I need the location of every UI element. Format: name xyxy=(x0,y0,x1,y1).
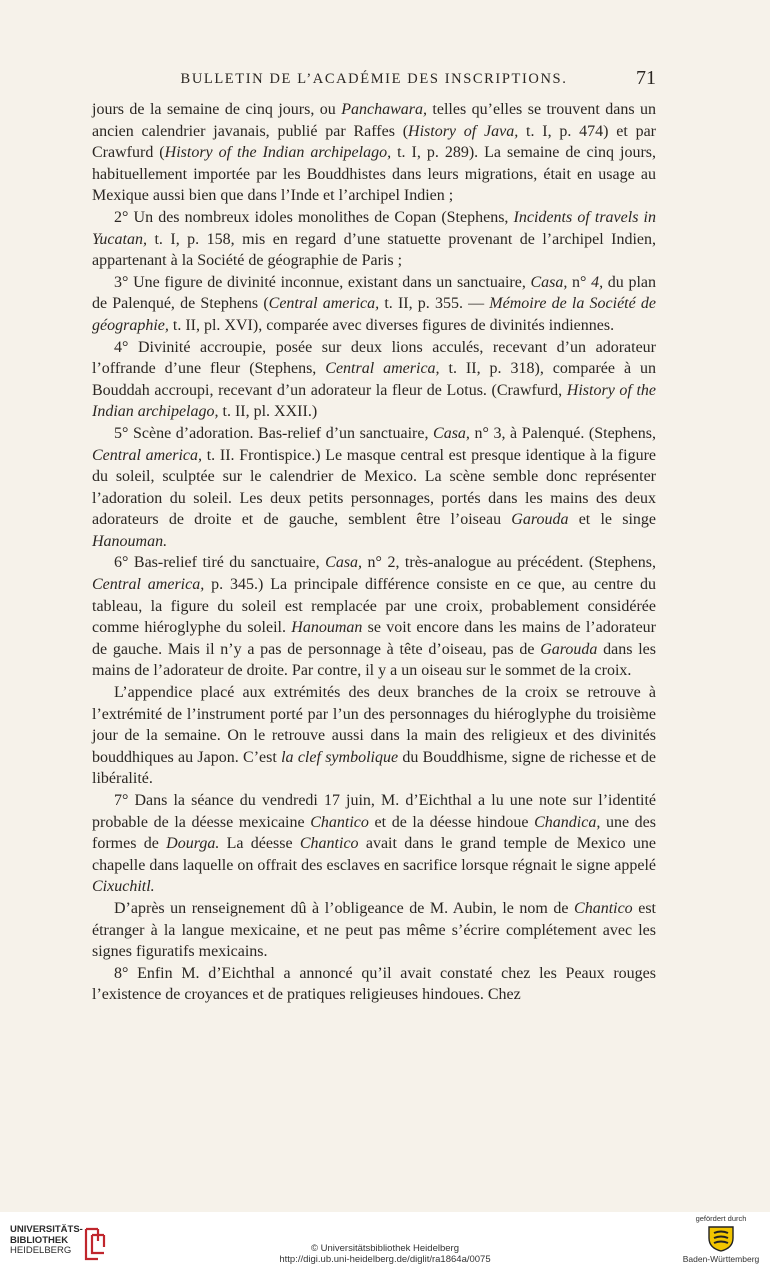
copyright-text: © Universitätsbibliothek Heidelberg xyxy=(311,1243,459,1254)
state-name: Baden-Württemberg xyxy=(682,1254,760,1264)
library-name-line-1: UNIVERSITÄTS- xyxy=(10,1224,83,1235)
text-run: t. I, p. 474) et par Crawfurd ( xyxy=(92,122,657,162)
text-run: se voit encore dans les mains de l’adorateur de gauche. Mais il n’y a pas de personnage à tête d’oiseau, pas de xyxy=(92,619,656,658)
italic-text: Garouda xyxy=(511,511,569,529)
text-run: 8° Enfin M. d’Eichthal a annoncé qu’il avait constaté chez les Peaux rouges l’existence de croyances et de pratiques religieuses hindoues. Chez xyxy=(92,964,656,1004)
italic-text: History of Java, xyxy=(408,122,519,140)
paragraph xyxy=(92,552,656,682)
running-header xyxy=(92,67,656,95)
text-run: telles qu’elles se trouvent dans un ancien calendrier javanais, publié par Raffes ( xyxy=(92,101,657,140)
paragraph xyxy=(92,963,656,1006)
text-run: n° xyxy=(567,273,592,291)
text-run: 6° Bas-relief tiré du sanctuaire, xyxy=(114,554,326,572)
paragraph xyxy=(92,790,656,898)
italic-text: Hanouman. xyxy=(92,532,168,550)
italic-text: Incidents of travels in Yucatan, xyxy=(92,208,656,248)
text-run: 7° Dans la séance du vendredi 17 juin, M. d’Eichthal a lu une note sur l’identité probable de la déesse mexicaine xyxy=(92,792,656,831)
italic-text: Cixuchitl. xyxy=(92,878,155,896)
text-run: une des formes de xyxy=(92,813,657,853)
library-name-line-2: BIBLIOTHEK xyxy=(10,1234,69,1246)
paragraph xyxy=(92,337,656,423)
text-run: t. I, p. 289). La semaine de cinq jours, habituellement importée par les Bouddhistes dans leurs migrations, était en usage au Mexique aussi bien que dans l’Inde et l’archipel Indien ; xyxy=(92,144,657,205)
italic-text: Chantico xyxy=(574,899,633,917)
text-run: est étranger à la langue mexicaine, et ne peut pas même s’écrire complétement avec les signes figuratifs mexicains. xyxy=(92,899,656,961)
text-run: t. II, p. 355. — xyxy=(379,295,490,313)
italic-text: Casa, xyxy=(325,554,363,572)
text-run: p. 345.) La principale différence consiste en ce que, au centre du tableau, la figure du soleil est remplacée par une croix, probablement considérée comme hiéroglyphe du soleil. xyxy=(92,576,656,637)
copyright-notice xyxy=(0,1244,770,1265)
text-run: n° 2, très-analogue au précédent. (Stephens, xyxy=(362,554,656,572)
text-run: du plan de Palenqué, de Stephens ( xyxy=(92,273,656,313)
running-header-title: BULLETIN DE L’ACADÉMIE DES INSCRIPTIONS. xyxy=(180,71,568,87)
italic-text: History of the Indian archipelago, xyxy=(164,144,392,162)
page-number: 71 xyxy=(636,67,656,89)
body-text xyxy=(92,99,656,1006)
footer xyxy=(0,1212,770,1267)
italic-text: Hanouman xyxy=(291,619,363,637)
italic-text: Central america, xyxy=(325,360,440,378)
text-run: L’appendice placé aux extrémités des deux branches de la croix se retrouve à l’extrémité de l’instrument porté par l’un des personnages du hiéroglyphe du troisième jour de la semaine. On le retrouve aussi dans la main des religieux et des divinités bouddhiques au Japon. C’est xyxy=(92,684,656,766)
text-run: et de la déesse hindoue xyxy=(368,813,535,831)
italic-text: Dourga. xyxy=(166,835,220,853)
paragraph xyxy=(92,99,656,207)
italic-text: Garouda xyxy=(540,640,598,658)
text-run: 3° Une figure de divinité inconnue, existant dans un sanctuaire, xyxy=(114,273,531,291)
funding-logo[interactable] xyxy=(682,1214,760,1266)
coat-of-arms-icon xyxy=(706,1224,736,1252)
text-run: t. II, p. 318), comparée à un Bouddah accroupi, recevant d’un adorateur la fleur de Lotus. (Crawfurd, xyxy=(92,360,657,399)
italic-text: Central america, xyxy=(92,446,203,464)
text-run: n° 3, à Palenqué. (Stephens, xyxy=(469,424,657,442)
italic-text: Chandica, xyxy=(534,813,601,831)
text-run: avait dans le grand temple de Mexico une chapelle dans laquelle on offrait des esclaves en sacrifice lorsque régnait le signe appelé xyxy=(92,835,656,874)
paragraph xyxy=(92,898,656,963)
text-run: La déesse xyxy=(219,835,300,853)
italic-text: Casa, xyxy=(530,273,568,291)
italic-text: Mémoire de la Société de géographie, xyxy=(92,295,656,334)
paragraph xyxy=(92,272,656,337)
paragraph xyxy=(92,207,656,272)
italic-text: Central america, xyxy=(268,295,380,313)
text-run: 4° Divinité accroupie, posée sur deux lions acculés, recevant d’un adorateur l’offrande d’une fleur (Stephens, xyxy=(92,338,656,378)
italic-text: la clef symbolique xyxy=(281,748,399,766)
library-name-line-3: HEIDELBERG xyxy=(10,1245,72,1256)
italic-text: Casa, xyxy=(433,424,470,442)
text-run: dans les mains de l’adorateur de droite. Par contre, il y a un oiseau sur le sommet de la croix. xyxy=(92,640,657,680)
text-run: jours de la semaine de cinq jours, ou xyxy=(92,101,342,118)
italic-text: Chantico xyxy=(299,835,359,853)
italic-text: History of the Indian archipelago, xyxy=(92,381,657,421)
italic-text: Central america, xyxy=(92,576,205,594)
italic-text: Chantico xyxy=(310,813,369,831)
text-run: t. II. Frontispice.) Le masque central est presque identique à la figure du soleil, sculptée sur le calendrier de Mexico. La scène semble donc représenter l’adoration du soleil. Les deux petits personnages, portés dans les mains des deux adorateurs de droite et de gauche, semblent être l’oiseau xyxy=(92,446,656,529)
italic-text: 4, xyxy=(591,273,604,291)
italic-text: Panchawara, xyxy=(341,101,427,118)
paragraph xyxy=(92,423,656,553)
permalink-url[interactable]: http://digi.ub.uni-heidelberg.de/diglit/ra1864a/0075 xyxy=(279,1253,491,1265)
text-run: 2° Un des nombreux idoles monolithes de Copan (Stephens, xyxy=(114,208,514,226)
text-run: D’après un renseignement dû à l’obligeance de M. Aubin, le nom de xyxy=(114,899,575,917)
text-run: et le singe xyxy=(568,511,656,529)
text-run: du Bouddhisme, signe de richesse et de libéralité. xyxy=(92,748,656,788)
paragraph xyxy=(92,682,656,790)
text-run: t. II, pl. XXII.) xyxy=(218,403,318,421)
text-run: t. II, pl. XVI), comparée avec diverses figures de divinités indiennes. xyxy=(168,316,615,334)
text-run: 5° Scène d’adoration. Bas-relief d’un sanctuaire, xyxy=(114,424,434,442)
text-run: t. I, p. 158, mis en regard d’une statuette provenant de l’archipel Indien, appartenant à la Société de géographie de Paris ; xyxy=(92,230,656,270)
funded-by-label: gefördert durch xyxy=(695,1214,747,1223)
